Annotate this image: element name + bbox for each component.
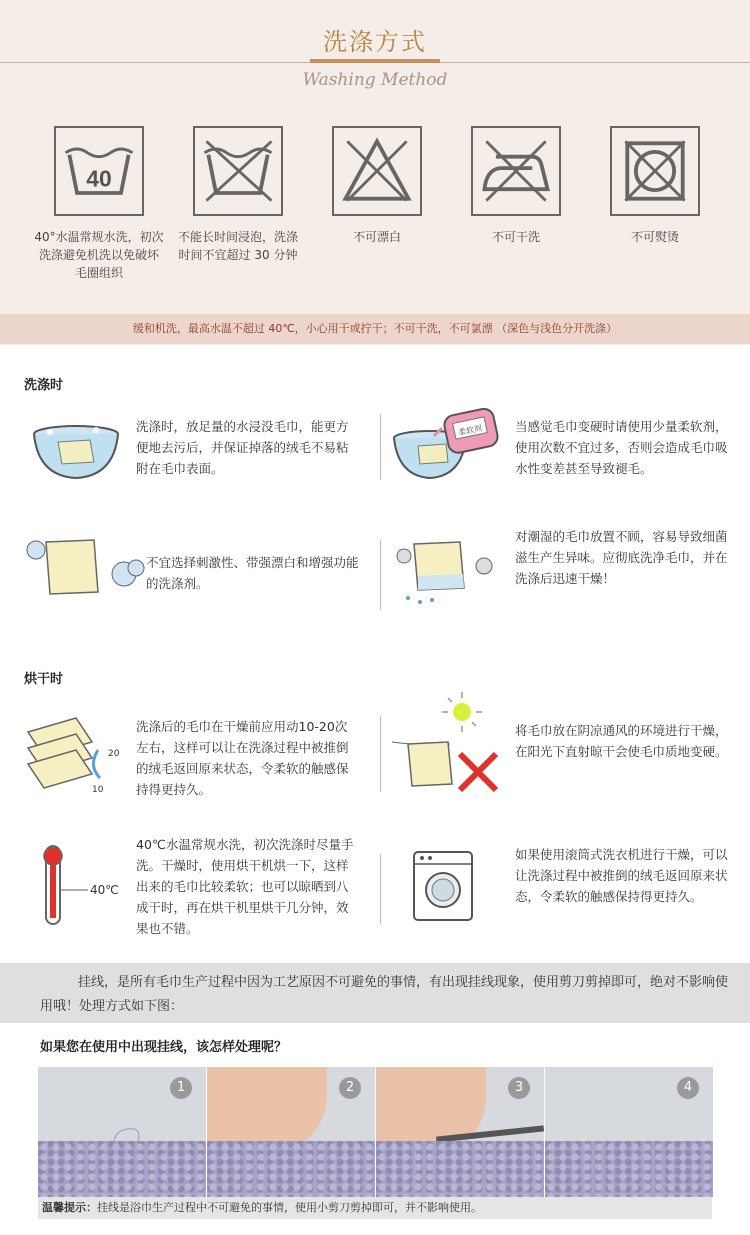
washing-divider-1 [380,414,381,480]
no-bleach-icon [332,126,422,216]
symbol-label-no-dry-clean: 不可干洗 [491,230,540,244]
no-iron-icon [610,126,700,216]
page-title: 洗涤方式 [323,28,427,56]
step-number-1: 1 [170,1077,192,1099]
towel-pile [207,1141,375,1197]
page-subtitle: Washing Method [302,70,448,90]
loose-thread-notice-text: 挂线，是所有毛巾生产过程中因为工艺原因不可避免的事情，有出现挂线现象，使用剪刀剪掉即可，绝对不影响使用哦！处理方式如下图： [40,975,729,1014]
washing-tip-1: 洗涤时，放足量的水浸没毛巾，能更方便地去污后，并保证掉落的绒毛不易粘附在毛巾表面。 [136,419,349,476]
step-photo-4 [545,1067,713,1197]
washing-tip-4: 对潮湿的毛巾放置不顾，容易导致细菌滋生产生异味。应彻底洗净毛巾，并在洗涤后迅速干燥！ [515,529,728,586]
washing-tip-3: 不宜选择刺激性、带强漂白和增强功能的洗涤剂。 [146,555,359,591]
title-underline [310,59,440,63]
drying-divider-1 [380,716,381,792]
thermometer-icon [40,842,126,932]
drying-tip-3: 40℃水温常规水洗，初次洗涤时尽量手洗。干燥时，使用烘干机烘一下，这样出来的毛巾比较柔软；也可以晾晒到八成干时，再在烘干机里烘干几分钟，效果也不错。 [136,837,354,936]
symbol-label-no-bleach: 不可漂白 [352,230,401,244]
detergent-towel-icon [24,532,146,600]
drying-tip-1: 洗涤后的毛巾在干燥前应用动10-20次左右，这样可以让在洗涤过程中被推倒的绒毛返回原来状态，令柔软的触感保持得更持久。 [136,719,349,797]
no-sun-drying-icon [390,690,506,794]
shake-count-20: 20 [108,749,120,759]
symbol-label-no-soak: 不能长时间浸泡，洗涤时间不宜超过 30 分钟 [177,230,298,262]
wash-basin-icon [28,420,124,484]
drying-tip-2: 将毛巾放在阴凉通风的环境进行干燥，在阳光下直射晾干会使毛巾质地变硬。 [515,723,728,759]
damp-towel-icon [388,536,500,608]
drying-heading: 烘干时 [24,672,64,687]
towel-pile [38,1141,206,1197]
loose-thread-notice [0,963,750,1023]
towel-pile [545,1141,713,1197]
no-long-soak-icon [193,126,283,216]
warm-tip-footnote [38,1197,712,1219]
washing-machine-icon [410,848,476,924]
washing-heading: 洗涤时 [24,378,64,393]
warm-tip-text: 挂线是浴巾生产过程中不可避免的事情，使用小剪刀剪掉即可，并不影响使用。 [97,1201,482,1214]
washing-tip-2: 当感觉毛巾变硬时请使用少量柔软剂，使用次数不宜过多，否则会造成毛巾吸水性变差甚至导致褪毛。 [515,419,728,476]
step-photo-2 [207,1067,375,1197]
step-number-4: 4 [677,1077,699,1099]
loose-thread-question: 如果您在使用中出现挂线，该怎样处理呢？ [40,1040,288,1055]
symbol-label-no-iron: 不可熨烫 [630,230,679,244]
softener-bottle-icon [390,406,502,486]
towel-pile [376,1141,544,1197]
wash-temp-number: 40 [86,165,112,192]
wash-40-icon [54,126,144,216]
step-number-3: 3 [508,1077,530,1099]
softener-label: 柔软剂 [457,423,483,438]
shake-count-10: 10 [92,785,104,794]
symbol-label-wash-40: 40°水温常规水洗，初次洗涤避免机洗以免破坏毛圈组织 [34,230,164,280]
step-photo-1 [38,1067,206,1197]
no-dry-clean-icon [471,126,561,216]
washing-divider-2 [380,540,381,610]
warm-tip-label: 温馨提示： [42,1201,97,1214]
shake-towels-icon [22,712,126,794]
step-photo-3 [376,1067,544,1197]
drying-divider-2 [380,854,381,924]
step-number-2: 2 [339,1077,361,1099]
care-summary-band: 缓和机洗，最高水温不超过 40℃，小心用干或拧干；不可干洗，不可氯漂 （深色与浅色分开洗涤） [0,314,750,344]
thermometer-temp-label: 40℃ [90,883,119,897]
drying-tip-4: 如果使用滚筒式洗衣机进行干燥，可以让洗涤过程中被推倒的绒毛返回原来状态，令柔软的触感保持得更持久。 [515,847,728,904]
